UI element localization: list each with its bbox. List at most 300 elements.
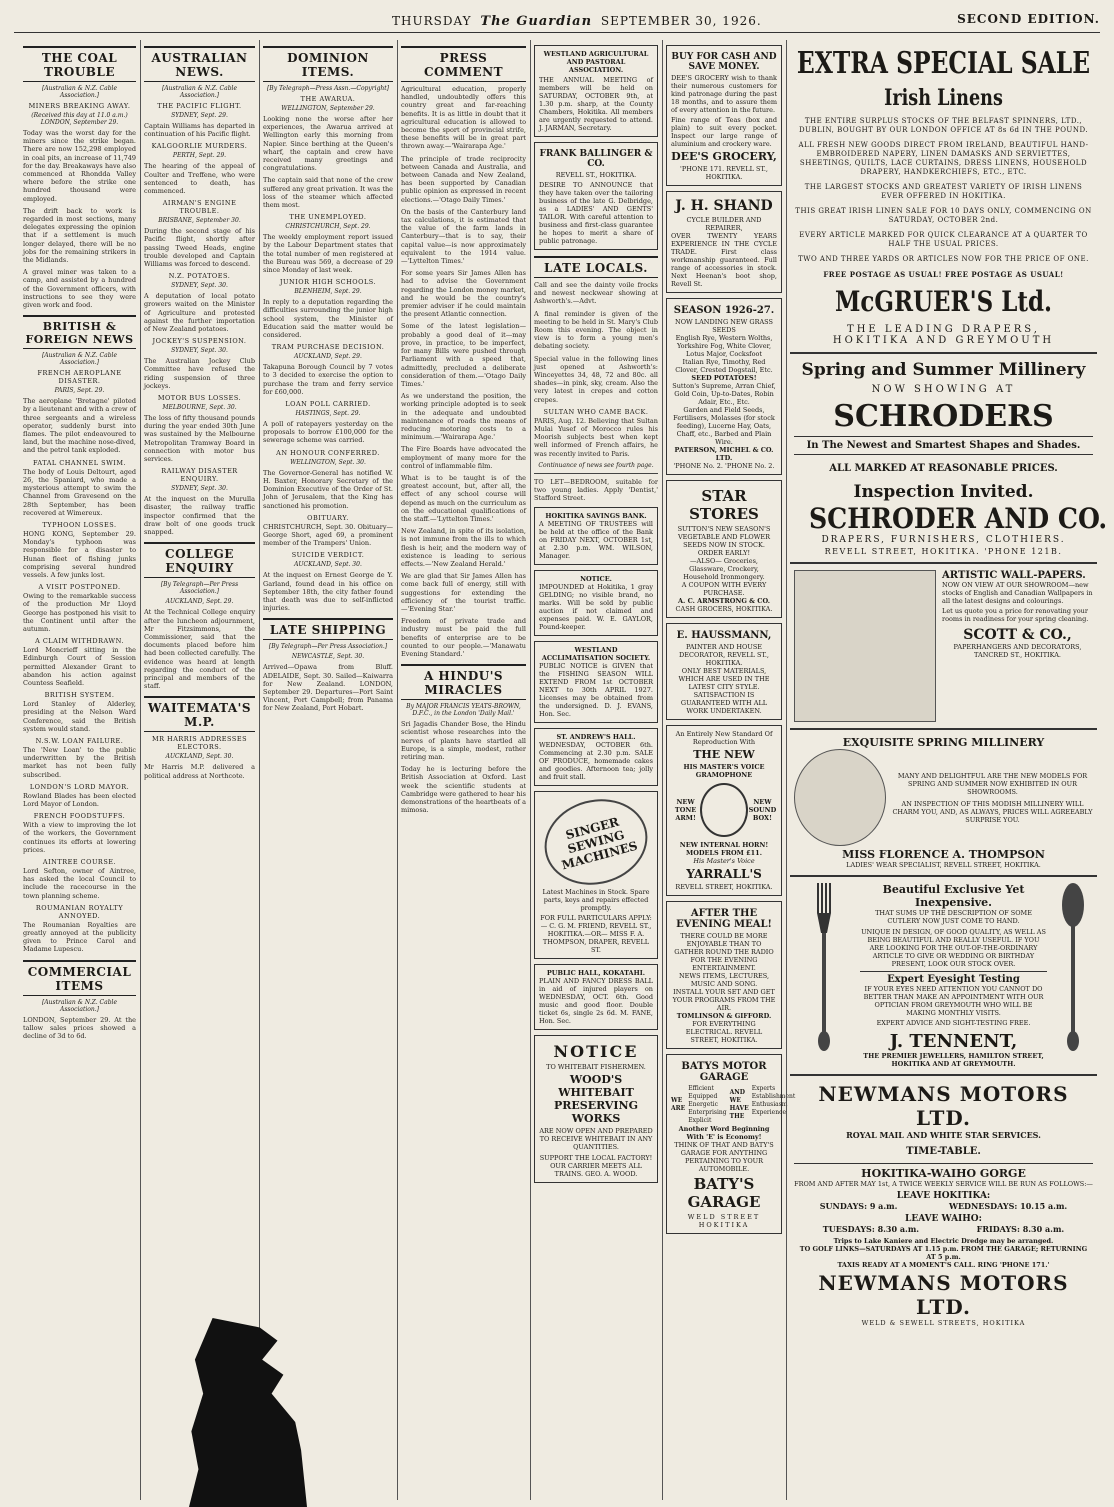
article-paragraph: At the inquest on Ernest George de Y. Garland, found dead in his office on September 18th, the city father found that death was due to self-inflicted injuries. — [263, 571, 393, 613]
article-paragraph: The Governor-General has notified W. H. Baxter, Honorary Secretary of the Dominion Executive of the Order of St. John of Jerusalem, that the King has sanctioned his promotion. — [263, 468, 393, 510]
feature-row — [671, 779, 777, 841]
ad-footer: MISS FLORENCE A. THOMPSON — [842, 848, 1045, 861]
ad-footer: J. TENNENT, — [889, 1031, 1018, 1052]
subhead: N.Z. POTATOES. — [168, 272, 231, 281]
ad-body: THE ENTIRE SURPLUS STOCKS OF THE BELFAST SPINNERS, LTD., DUBLIN, BOUGHT BY OUR LONDON OFFICE AT 8s 6d IN THE POUND. — [798, 117, 1089, 134]
article-paragraph: At the inquest on the Murulla disaster, the railway traffic inspector confirmed that the draw bolt of one goods truck snapped. — [144, 495, 255, 537]
article-paragraph: PARIS, Aug. 12. Believing that Sultan Mulai Yusef of Morocco rules his Moorish subjects best when kept well informed of French affairs, he was recently invited to Paris. — [534, 416, 658, 458]
ad-subtitle: SEED POTATOES! — [691, 374, 757, 382]
article-paragraph: Captain Williams has departed in continuation of his Pacific flight. — [144, 122, 255, 139]
ad-body: Let us quote you a price for renovating your rooms in readiness for your spring cleaning. — [942, 607, 1089, 623]
ad-title: ARTISTIC WALL-PAPERS. — [942, 570, 1086, 581]
masthead — [0, 6, 1114, 34]
ad-footer-addr: WELD STREET HOKITIKA — [687, 1213, 761, 1229]
subhead: ROUMANIAN ROYALTY ANNOYED. — [35, 903, 124, 920]
ad-footer-sub: CASH GROCERS, HOKITIKA. — [675, 605, 773, 613]
seed-list: Sutton's Supreme, Arran Chief, Gold Coin, Up-to-Dates, Robin Adair, Etc., Etc. — [672, 382, 776, 406]
departure-time: TUESDAYS: 8.30 a.m. — [822, 1224, 920, 1234]
ad-newmans-motors — [790, 1076, 1097, 1333]
article-paragraph: The hearing of the appeal of Coulter and Treffene, who were sentenced to death, has commenced. — [144, 162, 255, 196]
dateline: CHRISTCHURCH, Sept. 29. — [285, 223, 371, 231]
article-paragraph: During the second stage of his Pacific flight, shortly after passing Tweed Heads, engine trouble developed and Captain Williams was forced to descend. — [144, 227, 255, 269]
dateline: (Received this day at 11.0 a.m.) LONDON, September 29. — [31, 112, 128, 126]
ad-body: OVER TWENTY YEARS EXPERIENCE IN THE CYCLE TRADE. First class workmanship guaranteed. Full range of accessories in stock. Next Heenan's boot shop, Revell St. — [671, 232, 777, 288]
ad-brand: HIS MASTER'S VOICE GRAMOPHONE — [683, 763, 765, 779]
heading-late-shipping: LATE SHIPPING — [263, 618, 393, 640]
column-7 — [786, 40, 1108, 1500]
ad-price: MODELS FROM £11. — [686, 849, 762, 857]
ad-body: AN INSPECTION OF THIS MODISH MILLINERY WILL CHARM YOU, AND, AS ALWAYS, PRICES WILL AGREEABLY SURPRISE YOU. — [892, 799, 1093, 824]
wallpaper-illustration — [794, 570, 936, 722]
column-6 — [662, 40, 796, 1500]
ad-singer-sewing — [534, 791, 658, 959]
ad-title: SEASON 1926-27. — [673, 305, 775, 316]
ad-jh-shand — [666, 191, 782, 293]
ad-body: NEWS ITEMS, LECTURES, MUSIC AND SONG. — [678, 972, 770, 988]
ad-body: THE ANNUAL MEETING of members will be held on SATURDAY, OCTOBER 9th, at 1.30 p.m. sharp, at the County Chambers, Hokitika. All members are urgently requested to attend. J. JARMAN, Secretary. — [539, 76, 653, 132]
leave-waiho: LEAVE WAIHO: — [905, 1214, 982, 1224]
ad-hmv-gramophone — [666, 725, 782, 896]
ad-footer: A. C. ARMSTRONG & CO. — [678, 597, 770, 605]
article-paragraph: The body of Louis Deltourt, aged 26, the Spaniard, who made a mysterious attempt to swim the Channel from Gravesend on the 28th September, has been recovered at Wimereux. — [23, 467, 136, 517]
article-paragraph: Some of the latest legislation—probably a good deal of it—may prove, in practice, to be imperfect, for many Bills were pushed through Parliament with a speed that, admittedly, precluded a deliberate consideration of them.—'Otago Daily Times.' — [401, 322, 526, 388]
dateline: SYDNEY, Sept. 30. — [171, 282, 228, 290]
subhead: [By Telegraph—Per Press Association.] — [268, 643, 388, 651]
ad-body: THE LARGEST STOCKS AND GREATEST VARIETY OF IRISH LINENS EVER OFFERED IN HOKITIKA. — [804, 183, 1083, 200]
ad-frank-ballinger — [534, 142, 658, 250]
fork-icon — [814, 883, 834, 1053]
ad-title: STAR STORES — [689, 487, 759, 523]
ad-title: AFTER THE EVENING MEAL! — [676, 908, 772, 930]
ad-tomlinson-gifford — [666, 901, 782, 1049]
heading-press-comment: PRESS COMMENT — [401, 46, 526, 82]
ad-subtitle: TO WHITEBAIT FISHERMEN. — [546, 1063, 646, 1072]
ad-body: SUTTON'S NEW SEASON'S VEGETABLE AND FLOWER SEEDS NOW IN STOCK. ORDER EARLY! — [677, 525, 771, 557]
ad-dees-grocery — [666, 45, 782, 186]
subhead: MR HARRIS ADDRESSES ELECTORS. — [151, 735, 248, 752]
ad-footer-addr: 'PHONE 171. REVELL ST., HOKITIKA. — [680, 165, 768, 181]
ad-footer-addr: REVELL STREET, HOKITIKA. — [675, 883, 773, 891]
column-5 — [530, 40, 661, 1500]
article-paragraph: Agricultural education, properly handled, undoubtedly offers this country great and far-reaching benefits. It is as little in doubt that it agricultural education is allowed to become the sport of provincial strife, these benefits will be in great part thrown away.—'Wairarapa Age.' — [401, 85, 526, 151]
ad-title: BUY FOR CASH AND SAVE MONEY. — [671, 52, 777, 72]
article-paragraph: At the Technical College enquiry after the luncheon adjournment, Mr Fitzsimmons, the Commissioner, said that the documents placed before him had been collected carefully. The evidence was heard at length regarding the conduct of the principal and members of the staff. — [144, 608, 255, 691]
ad-subtitle: Irish Linens — [884, 85, 1003, 111]
article-paragraph: Today he is lecturing before the British Association at Oxford. Last week the scientific students at Cambridge were gathered to hear his demonstrations of the heartbeats of a mimosa. — [401, 765, 526, 815]
singer-logo: SINGER SEWING MACHINES — [535, 788, 657, 896]
dateline: SYDNEY, Sept. 29. — [171, 112, 228, 119]
ad-invite: Inspection Invited. — [853, 482, 1034, 502]
ad-firm: SCHRODER AND CO. — [808, 502, 1108, 535]
subhead: A CLAIM WITHDRAWN. — [35, 637, 124, 646]
dateline: AUCKLAND, Sept. 29. — [294, 353, 362, 361]
ad-st-andrews-hall — [534, 728, 658, 786]
article-paragraph: The principle of trade reciprocity between Canada and Australia, and between Canada and New Zealand, has been supported by Canadian public opinion as expressed in recent elections.—'Otago Daily Times.' — [401, 154, 526, 204]
article-paragraph: Freedom of private trade and industry must be paid the full benefits of enterprise are to be counted to our people.—'Manawatu Evening Standard.' — [401, 617, 526, 658]
spoon-illustration — [1053, 883, 1093, 1068]
ad-title: PUBLIC HALL, KOKATAHI. — [546, 969, 646, 978]
ad-title: E. HAUSSMANN, — [676, 630, 772, 641]
dateline: SYDNEY, Sept. 30. — [171, 485, 228, 493]
departures-row — [794, 1224, 1093, 1234]
dateline: AUCKLAND, Sept. 29. — [165, 598, 234, 606]
feature-sound-box: NEW SOUND BOX! — [748, 798, 777, 822]
ad-mcgruers — [790, 40, 1097, 354]
gramophone-icon — [700, 783, 748, 837]
ad-florence-thompson — [790, 730, 1097, 877]
ad-title: NOTICE — [553, 1042, 639, 1062]
subhead: LONDON'S LORD MAYOR. — [29, 782, 130, 791]
spoon-icon — [1060, 883, 1086, 1053]
ad-line: In The Newest and Smartest Shapes and Shades. — [794, 436, 1093, 455]
ad-footer-addr: FOR EVERYTHING ELECTRICAL. REVELL STREET, HOKITIKA. — [685, 1020, 763, 1044]
ad-trades: DRAPERS, FURNISHERS, CLOTHIERS. — [821, 535, 1066, 545]
ad-free-postage: FREE POSTAGE AS USUAL! FREE POSTAGE AS USUAL! — [823, 270, 1064, 279]
e-word: Energetic — [688, 1101, 718, 1108]
timetable-title: TIME-TABLE. — [906, 1146, 981, 1157]
subhead: OBITUARY. — [307, 513, 349, 522]
byline: By MAJOR FRANCIS YEATS-BROWN, D.F.C., in the London 'Daily Mail.' — [406, 703, 521, 718]
ad-subtitle: REVELL ST., HOKITIKA. — [555, 171, 637, 179]
ad-body: PLAIN AND FANCY DRESS BALL in aid of injured players on WEDNESDAY, OCT. 6th. Good music and good floor. Double ticket 6s, single 2s 6d. M. FANE, Hon. Sec. — [539, 977, 653, 1026]
dateline: WELLINGTON, Sept. 30. — [290, 458, 366, 466]
ad-footer-sub: THE PREMIER JEWELLERS, HAMILTON STREET, HOKITIKA AND AT GREYMOUTH. — [863, 1052, 1044, 1068]
dateline: SYDNEY, Sept. 30. — [171, 347, 228, 355]
ad-body: WEDNESDAY, OCTOBER 6th. Commencing at 2.30 p.m. SALE OF PRODUCE, homemade cakes and goodies. Afternoon tea; jolly and fruit stall. — [539, 741, 653, 782]
ad-body: THINK OF THAT AND BATY'S GARAGE FOR ANYTHING PERTAINING TO YOUR AUTOMOBILE. — [674, 1141, 774, 1173]
ad-body: TWO AND THREE YARDS OR ARTICLES NOW FOR THE PRICE OF ONE. — [798, 255, 1089, 263]
ad-body: IMPOUNDED at Hokitika, 1 gray GELDING; no visible brand, no marks. Will be sold by public auction if not claimed and expenses paid. W. E. GAYLOR, Pound-keeper. — [539, 583, 653, 632]
article-paragraph: Looking none the worse after her experiences, the Awarua arrived at Wellington early this morning from Napier. Since berthing at the Queen's wharf, the captain and crew have received many greetings and congratulations. — [263, 115, 393, 173]
subhead: JUNIOR HIGH SCHOOLS. — [279, 278, 377, 287]
ad-title: HOKITIKA SAVINGS BANK. — [545, 512, 647, 521]
article-paragraph: A deputation of local potato growers waited on the Minister of Agriculture and protested against the further importation of New Zealand potatoes. — [144, 292, 255, 334]
subhead: RAILWAY DISASTER ENQUIRY. — [161, 467, 238, 484]
ad-paterson-michel — [666, 298, 782, 475]
subhead: AIRMAN'S ENGINE TROUBLE. — [162, 199, 237, 216]
article-paragraph: A gravel miner was taken to a camp, and assisted by a hundred of the Government officers, with instructions to see they were given work and food. — [23, 268, 136, 310]
e-word: Equipped — [688, 1093, 718, 1100]
heading-british-foreign: BRITISH & FOREIGN NEWS — [23, 315, 136, 349]
ad-batys-garage — [666, 1054, 796, 1234]
heading-commercial-items: COMMERCIAL ITEMS — [23, 960, 136, 996]
dateline: AUCKLAND, Sept. 30. — [294, 561, 362, 569]
article-paragraph: Arrived—Opawa from Bluff. ADELAIDE, Sept. 30. Sailed—Kaiwarra for New Zealand. LONDON, September 29. Departures—Port Saint Vincent, Port Campbell; from Panama for New Zealand, Port Hobart. — [263, 663, 393, 713]
ad-body: ALL FRESH NEW GOODS DIRECT FROM IRELAND, BEAUTIFUL HAND-EMBROIDERED NAPERY, LINEN DAMASKS AND SERVIETTES, SHEETINGS, QUILTS, LACE CURTAINS, DRESS LINENS, HOUSEHOLD DRAPERY, HANDKERCHIEFS, ETC., ETC. — [798, 141, 1089, 176]
ad-body: PUBLIC NOTICE is GIVEN that the FISHING SEASON WILL EXTEND FROM 1st OCTOBER NEXT to 30th APRIL 1927. Licenses may be obtained from the undersigned. D. J. EVANS, Hon. Sec. — [539, 662, 653, 719]
ad-footer: PATERSON, MICHEL & CO. LTD. — [674, 446, 774, 462]
ad-title: An Entirely New Standard Of Reproduction With — [675, 730, 773, 746]
classified-to-let: TO LET—BEDROOM, suitable for two young ladies. Apply 'Dentist,' Stafford Street. — [534, 477, 658, 503]
ad-tennent — [860, 883, 1047, 1068]
article-paragraph: HONG KONG, September 29. Monday's typhoon was responsible for a disaster to Hunan fleet of fishing junks comprising several hundred vessels. A few junks lost. — [23, 529, 136, 579]
heading-dominion-items: DOMINION ITEMS. — [263, 46, 393, 82]
ad-title: J. H. SHAND — [675, 198, 773, 214]
service-note: FROM AND AFTER MAY 1st, A TWICE WEEKLY SERVICE WILL BE RUN AS FOLLOWS:— — [794, 1180, 1093, 1188]
e-word: Experience — [751, 1109, 787, 1116]
article-paragraph: The drift back to work is regarded in most sections, many delegates expressing the opinion that if a settlement is much longer delayed, there will be no jobs for the remaining strikers in the Midlands. — [23, 206, 136, 265]
ad-subtitle: NOW LANDING NEW GRASS SEEDS — [675, 318, 773, 334]
ad-tagline: THE LEADING DRAPERS, — [847, 324, 1040, 335]
subhead: SUICIDE VERDICT. — [291, 551, 365, 560]
article-paragraph: Rowland Blades has been elected Lord Mayor of London. — [23, 791, 136, 808]
ad-body: Latest Machines in Stock. Spare parts, keys and repairs effected promptly. — [542, 888, 650, 913]
subhead: FRENCH FOODSTUFFS. — [33, 812, 126, 821]
subhead: TRAM PURCHASE DECISION. — [271, 343, 385, 352]
ad-title: WOOD'S WHITEBAIT PRESERVING WORKS — [553, 1073, 638, 1126]
subhead: [Australian & N.Z. Cable Association.] — [41, 352, 118, 367]
heading-waitemata-mp: WAITEMATA'S M.P. — [144, 696, 255, 732]
ad-towns: HOKITIKA AND GREYMOUTH — [832, 335, 1055, 346]
ad-scott-co — [942, 570, 1093, 722]
route-name: HOKITIKA-WAIHO GORGE — [794, 1163, 1093, 1180]
dateline: BRISBANE, September 30. — [158, 217, 241, 225]
subhead: [Australian & N.Z. Cable Association.] — [41, 85, 118, 99]
subhead: THE UNEMPLOYED. — [289, 213, 367, 222]
taxis-note: TAXIS READY AT A MOMENT'S CALL. RING 'PHONE 171.' — [837, 1261, 1050, 1269]
article-paragraph: Today was the worst day for the miners since the strike began. There are now 152,298 employed in coal pits, an increase of 11,749 for the day. Breakaways have also commenced at Rhondda Valley where before the strike one hundred thousand were employed. — [23, 129, 136, 203]
article-paragraph: What is to be taught is of the greatest account, but, after all, the effect of any school course will depend as much on the curriculum as on the educational qualifications of the staff.—'Lyttelton Times.' — [401, 473, 526, 523]
article-paragraph: Takapuna Borough Council by 7 votes to 3 decided to exercise the option to purchase the tram and ferry service for £60,000. — [263, 363, 393, 396]
ad-body: DESIRE TO ANNOUNCE that they have taken over the tailoring business of the late G. Delbridge, as a LADIES' AND GENTS' TAILOR. With careful attention to business and first-class guarantee he hopes to merit a share of public patronage. — [539, 181, 653, 245]
masthead-paper: The Guardian — [480, 14, 593, 29]
article-paragraph: Special value in the following lines just opened at Ashworth's: Winceyettes 34, 48, 72 and 80c. all shades—in pink, sky, cream. Also the very latest in crepes and cotton crepes. — [534, 354, 658, 404]
column-2 — [140, 40, 258, 1500]
e-words-table — [671, 1085, 796, 1125]
article-paragraph: Lord Sefton, owner of Aintree, has asked the local Council to include the racecourse in the town planning scheme. — [23, 867, 136, 900]
ad-body: DEE'S GROCERY wish to thank their numerous customers for kind patronage during the past 18 months, and to assure them of every attention in the future. — [671, 74, 777, 114]
ad-footer-phone: 'PHONE No. 2. 'PHONE No. 2. — [673, 462, 775, 470]
e-word: Experts — [751, 1085, 776, 1092]
ad-star-stores — [666, 480, 782, 618]
feature-tone-arm: NEW TONE ARM! — [674, 798, 697, 822]
e-list-left — [688, 1085, 726, 1125]
dateline: WELLINGTON, September 29. — [281, 105, 375, 112]
dateline: AUCKLAND, Sept. 30. — [165, 753, 234, 761]
ad-title: Beautiful Exclusive Yet Inexpensive. — [882, 883, 1025, 909]
ad-body: FOR FULL PARTICULARS APPLY:— C. G. M. FRIEND, REVELL ST., HOKITIKA.—OR— MISS F. A. THOMPSON, DRAPER, REVELL ST. — [540, 914, 652, 955]
ad-footer: NEWMANS MOTORS LTD. — [818, 1271, 1069, 1319]
article-paragraph: The Roumanian Royalties are greatly annoyed at the publicity given to Prince Carol and Madame Lupescu. — [23, 920, 136, 954]
ad-title: FRANK BALLINGER & CO. — [539, 149, 653, 169]
seed-list: Italian Rye, Timothy, Red Clover, Crested Dogstail, Etc. — [675, 358, 773, 374]
ad-body: Fine range of Teas (box and plain) to suit every pocket. Inspect our large range of aluminium and crockery ware. — [671, 116, 777, 148]
subhead: MOTOR BUS LOSSES. — [157, 394, 242, 403]
departure-time: FRIDAYS: 8.30 a.m. — [976, 1224, 1065, 1234]
article-paragraph: The Fire Boards have advocated the employment of many more for the control of inflammable film. — [401, 445, 526, 470]
subhead: AN HONOUR CONFERRED. — [276, 448, 380, 457]
article-paragraph: Call and see the dainty voile frocks and newest neckwear showing at Ashworth's.—Advt. — [534, 281, 658, 306]
heading-late-locals: LATE LOCALS. — [534, 256, 658, 278]
ad-title: WESTLAND AGRICULTURAL AND PASTORAL ASSOCIATION. — [543, 50, 649, 74]
divider — [534, 473, 658, 474]
hmv-logo: His Master's Voice — [693, 857, 755, 865]
departure-time: WEDNESDAYS: 10.15 a.m. — [948, 1201, 1068, 1211]
ad-body: IF YOUR EYES NEED ATTENTION YOU CANNOT DO BETTER THAN MAKE AN APPOINTMENT WITH OUR OPTICIAN FROM GREYMOUTH WHO WILL BE MAKING MONTHLY VISITS. — [863, 985, 1044, 1017]
ad-footer: SCOTT & CO., — [963, 627, 1072, 643]
article-paragraph: On the basis of the Canterbury land tax calculations, it is estimated that the value of the farm lands in Canterbury—that is to say, their capital value—is now approximately equivalent to the 1914 value.—'Lyttelton Times.' — [401, 207, 526, 266]
ad-body: ARE NOW OPEN AND PREPARED TO RECEIVE WHITEBAIT IN ANY QUANTITIES. — [539, 1127, 653, 1152]
article-paragraph: A poll of ratepayers yesterday on the proposals to borrow £100,000 for the sewerage scheme was carried. — [263, 420, 393, 445]
ad-body: MANY AND DELIGHTFUL ARE THE NEW MODELS FOR SPRING AND SUMMER NOW EXHIBITED IN OUR SHOWROOMS. — [897, 771, 1088, 796]
ad-body: EXPERT ADVICE AND SIGHT-TESTING FREE. — [876, 1019, 1031, 1027]
ad-wallpapers-row — [790, 564, 1097, 730]
ad-body: SUPPORT THE LOCAL FACTORY! OUR CARRIER MEETS ALL TRAINS. GEO. A. WOOD. — [539, 1154, 653, 1179]
subhead: AINTREE COURSE. — [42, 858, 117, 866]
ad-text — [892, 772, 1093, 824]
ad-notice-impounded — [534, 570, 658, 636]
ad-subtitle: PAINTER AND HOUSE DECORATOR, REVELL ST., HOKITIKA. — [679, 643, 769, 667]
ad-title: NOTICE. — [580, 575, 612, 584]
article-paragraph: The weekly employment report issued by the Labour Department states that the total number of men registered at the Bureau was 569, a decrease of 29 since Monday of last week. — [263, 233, 393, 275]
ad-name: SCHRODERS — [833, 399, 1054, 434]
subhead: LOAN POLL CARRIED. — [285, 400, 371, 409]
article-paragraph: New Zealand, in spite of its isolation, is not immune from the ills to which flesh is heir, and the modern way of existence is leading to serious effects.—'New Zealand Herald.' — [401, 527, 526, 568]
ad-footer-sub: LADIES' WEAR SPECIALIST, REVELL STREET, HOKITIKA. — [846, 861, 1041, 869]
article-paragraph: CHRISTCHURCH, Sept. 30. Obituary—George Short, aged 69, a prominent member of the Trampers' Union. — [263, 522, 393, 548]
e-word: Enterprising — [688, 1109, 727, 1116]
ad-title: NEWMANS MOTORS LTD. — [818, 1082, 1069, 1130]
ad-footer-sub: PAPERHANGERS AND DECORATORS, TANCRED ST., HOKITIKA. — [953, 643, 1082, 659]
article-paragraph: The loss of fifty thousand pounds during the year ended 30th June was sustained by the Melbourne Metropolitan Tramway Board in connection with motor bus services. — [144, 414, 255, 464]
ad-content — [794, 749, 1093, 846]
ad-footer: TOMLINSON & GIFFORD. — [676, 1012, 772, 1020]
heading-hindu-miracles: A HINDU'S MIRACLES — [401, 664, 526, 700]
subhead: KALGOORLIE MURDERS. — [151, 142, 248, 151]
and-we-have-label: AND WE HAVE THE — [729, 1089, 749, 1120]
column-4 — [397, 40, 529, 1500]
subhead: [By Telegraph—Press Assn.—Copyright] — [266, 85, 390, 92]
departures-row — [794, 1201, 1093, 1211]
edition-label: SECOND EDITION. — [957, 12, 1100, 26]
ad-title: WESTLAND ACCLIMATISATION SOCIETY. — [541, 646, 651, 663]
feature-horn: NEW INTERNAL HORN! — [679, 841, 769, 849]
dateline: PARIS, Sept. 29. — [54, 387, 105, 395]
ad-savings-bank — [534, 507, 658, 565]
ad-westland-agricultural — [534, 45, 658, 137]
column-3 — [259, 40, 396, 1500]
ad-whitebait — [534, 1035, 658, 1183]
article-paragraph: In reply to a deputation regarding the difficulties surrounding the junior high school system, the Minister of Education said the matter would be considered. — [263, 298, 393, 340]
ad-subtitle: NOW SHOWING AT — [871, 384, 1016, 395]
dateline: MELBOURNE, Sept. 30. — [162, 404, 237, 412]
masthead-date: SEPTEMBER 30, 1926. — [600, 14, 762, 28]
golf-note: TO GOLF LINKS—SATURDAYS AT 1.15 p.m. FROM THE GARAGE; RETURNING AT 5 p.m. — [799, 1245, 1088, 1261]
ad-body: Garden and Field Seeds, Fertilisers, Molasses (for stock feeding), Lucerne Hay, Oats, Chaff, etc., Barbed and Plain Wire. — [673, 406, 775, 446]
e-word: Enthusiasm — [751, 1101, 788, 1108]
trips-note: Trips to Lake Kaniere and Electric Dredge may be arranged. — [833, 1237, 1054, 1245]
ad-kokatahi-ball — [534, 964, 658, 1030]
article-paragraph: The Australian Jockey Club Committee have refused the riding suspension of three jockeys. — [144, 357, 255, 390]
article-paragraph: LONDON, September 29. At the tallow sales prices showed a decline of 3d to 6d. — [23, 1015, 136, 1041]
ad-body: NOW ON VIEW AT OUR SHOWROOM—new stocks of English and Canadian Wallpapers in all the latest designs and colourings. — [942, 581, 1093, 605]
ad-body: INSTALL YOUR SET AND GET YOUR PROGRAMS FROM THE AIR. — [672, 988, 776, 1012]
ad-subtitle: CYCLE BUILDER AND REPAIRER, — [686, 216, 762, 232]
subhead: THE AWARUA. — [300, 95, 356, 103]
ad-acclimatisation — [534, 641, 658, 723]
e-word: Efficient — [688, 1085, 714, 1092]
heading-coal-trouble: THE COAL TROUBLE — [23, 46, 136, 82]
ad-schroders — [790, 354, 1108, 564]
e-word: Explicit — [688, 1117, 712, 1124]
subhead: SULTAN WHO CAME BACK. — [543, 407, 649, 416]
subhead: TYPHOON LOSSES. — [42, 520, 117, 529]
ad-footer: DEE'S GROCERY, — [671, 150, 777, 163]
ad-price-note: ALL MARKED AT REASONABLE PRICES. — [829, 463, 1058, 474]
ad-body: Another Word Beginning With 'E' is Economy! — [678, 1125, 770, 1141]
ad-title: EXQUISITE SPRING MILLINERY — [842, 736, 1045, 749]
article-paragraph: As we understand the position, the working principle adopted is to seek in the adequate and undoubted maintenance of roads the means of reducing motoring costs to a minimum.—'Wairarapa Age.' — [401, 392, 526, 442]
dateline: BLENHEIM, Sept. 29. — [294, 288, 362, 296]
dateline: PERTH, Sept. 29. — [172, 152, 227, 160]
heading-australian-news: AUSTRALIAN NEWS. — [144, 46, 255, 82]
ad-address: REVELL STREET, HOKITIKA. 'PHONE 121B. — [824, 547, 1063, 556]
leave-hokitika: LEAVE HOKITIKA: — [896, 1191, 991, 1201]
article-paragraph: The aeroplane 'Bretagne' piloted by a lieutenant and with a crew of three sergeants and a wireless operator, suddenly burst into flames. The pilot endeavoured to land, but the machine nose-dived, and the petrol tank exploded. — [23, 397, 136, 455]
ad-body: UNIQUE IN DESIGN, OF GOOD QUALITY, AS WELL AS BEING BEAUTIFUL AND REALLY USEFUL. IF YOU ARE LOOKING FOR THE OUT-OF-THE-ORDINARY ARTICLE TO GIVE OR WEDDING OR BIRTHDAY PRESENT, LOOK OUR STOCK OVER. — [861, 928, 1046, 968]
article-paragraph: We are glad that Sir James Allen has come back full of energy, still with suggestions for extending the efficiency of the tourist traffic.—'Evening Star.' — [401, 572, 526, 613]
heading-college-enquiry: COLLEGE ENQUIRY — [144, 542, 255, 578]
ad-body: THIS GREAT IRISH LINEN SALE FOR 10 DAYS ONLY, COMMENCING ON SATURDAY, OCTOBER 2nd. — [795, 207, 1092, 224]
column-1 — [20, 40, 139, 1500]
subhead: [By Telegraph—Per Press Association.] — [160, 581, 239, 596]
masthead-day: THURSDAY — [392, 14, 472, 28]
seed-list: English Rye, Western Wolths, Yorkshire Fog, White Clover, Lotus Major, Cocksfoot — [675, 334, 773, 358]
ad-title: BATYS MOTOR GARAGE — [681, 1061, 767, 1083]
ad-title: EXTRA SPECIAL SALE — [796, 46, 1091, 81]
dateline: NEWCASTLE, Sept. 30. — [291, 653, 365, 661]
ad-footer-addr: WELD & SEWELL STREETS, HOKITIKA — [861, 1319, 1026, 1327]
ad-body: EVERY ARTICLE MARKED FOR QUICK CLEARANCE AT A QUARTER TO HALF THE USUAL PRICES. — [799, 231, 1088, 248]
subhead: FRENCH AEROPLANE DISASTER. — [37, 369, 122, 386]
article-paragraph: Sri Jagadis Chander Bose, the Hindu scientist whose researches into the nerves of plants have startled all Europe, is a simple, modest, rather retiring man. — [401, 720, 526, 762]
subhead: FATAL CHANNEL SWIM. — [32, 458, 127, 467]
subhead: A VISIT POSTPONED. — [38, 583, 121, 592]
dateline: HASTINGS, Sept. 29. — [295, 410, 361, 418]
article-paragraph: Lord Stanley of Alderley, presiding at the Nelson Ward Conference, said the British system would stand. — [23, 700, 136, 733]
e-word: Establishment — [751, 1093, 796, 1100]
we-are-label: WE ARE — [671, 1097, 686, 1112]
ad-title: THE NEW — [693, 748, 755, 761]
hat-illustration — [794, 749, 886, 846]
ad-footer: YARRALL'S — [686, 867, 762, 881]
article-paragraph: For some years Sir James Allen has had to advise the Government regarding the London money market, and he would be the country's premier adviser if he could maintain the present Atlantic connection. — [401, 269, 526, 319]
ad-body: A MEETING OF TRUSTEES will be held at the office of the Bank on FRIDAY NEXT, OCTOBER 1st, at 2.30 p.m. WM. WILSON, Manager. — [539, 520, 653, 561]
article-paragraph: The 'New Loan' to the public underwritten by the British market has not been fully subscribed. — [23, 745, 136, 779]
ad-subtitle: Expert Eyesight Testing — [860, 971, 1047, 985]
subhead: MINERS BREAKING AWAY. — [28, 102, 131, 110]
continuation-note: Continuance of news see fourth page. — [538, 461, 654, 469]
ad-tennent-row — [790, 877, 1097, 1076]
ad-title: ST. ANDREW'S HALL. — [556, 733, 636, 742]
article-paragraph: Lord Moncrieff sitting in the Edinburgh Court of Session permitted Alexander Grant to abandon his action against Countess Seafield. — [23, 646, 136, 687]
subhead: N.S.W. LOAN FAILURE. — [35, 736, 124, 745]
masthead-title — [392, 14, 762, 29]
ad-firm: McGRUER'S Ltd. — [834, 285, 1053, 318]
ad-body: ONLY BEST MATERIALS, WHICH ARE USED IN THE LATEST CITY STYLE. SATISFACTION IS GUARANTEED WITH ALL WORK UNDERTAKEN. — [678, 667, 770, 715]
ad-body: —ALSO— Groceries, Glassware, Crockery, Household Ironmongery. — [683, 557, 765, 581]
ad-footer: BATY'S GARAGE — [687, 1175, 761, 1211]
subhead: JOCKEY'S SUSPENSION. — [152, 337, 247, 346]
cutlery-illustration — [794, 883, 854, 1068]
subhead: [Australian & N.Z. Cable Association.] — [41, 998, 118, 1013]
article-paragraph: Mr Harris M.P. delivered a political address at Northcote. — [144, 763, 255, 780]
subhead: THE PACIFIC FLIGHT. — [157, 102, 242, 110]
subhead: [Australian & N.Z. Cable Association.] — [161, 85, 238, 99]
ad-body: THAT SUMS UP THE DESCRIPTION OF SOME CUTLERY NOW JUST COME TO HAND. — [875, 909, 1032, 925]
article-paragraph: The captain said that none of the crew suffered any great privation. It was the loss of the steamer which affected them most. — [263, 176, 393, 210]
ad-body: THERE COULD BE MORE ENJOYABLE THAN TO GATHER ROUND THE RADIO FOR THE EVENING ENTERTAINMENT. — [674, 932, 774, 972]
